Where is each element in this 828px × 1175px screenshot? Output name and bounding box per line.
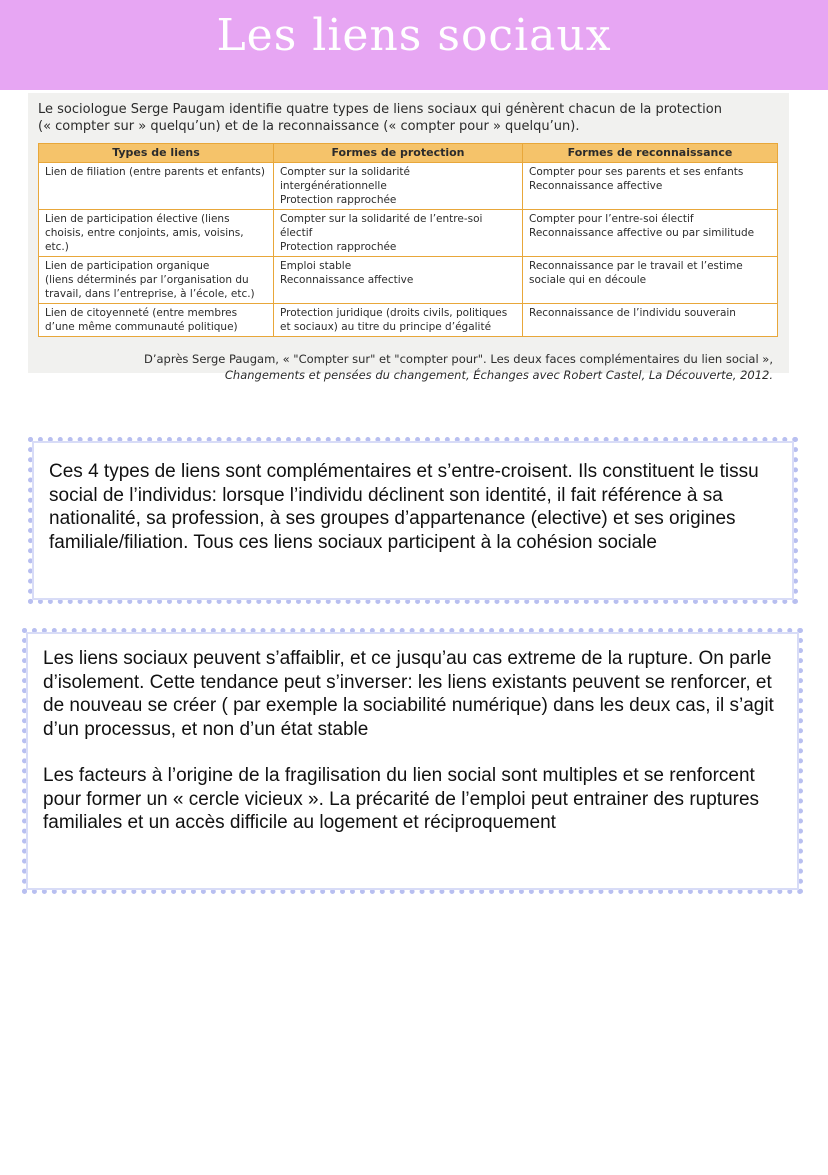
table-row (39, 304, 778, 337)
note-paragraph-1: Les liens sociaux peuvent s’affaiblir, et ce jusqu’au cas extreme de la rupture. On parle d’isolement. Cette tendance peut s’inverser: les liens existants peuvent se renforcer, et de nouveau se créer ( par exemple la sociabilité numérique) dans les deux cas, il s’agit d’un processus, et non d’un état stable (43, 648, 774, 740)
note-box-weakening (22, 628, 803, 894)
page-header (0, 0, 828, 90)
table-cell: Protection juridique (droits civils, politiques et sociaux) au titre du principe d’égalité (274, 304, 523, 337)
source-citation (38, 351, 779, 383)
table-row (39, 257, 778, 304)
table-cell: Compter sur la solidarité intergénérationnelle Protection rapprochée (274, 163, 523, 210)
source-line-2: Changements et pensées du changement, Échanges avec Robert Castel, La Découverte, 2012. (224, 368, 773, 382)
table-header-cell: Formes de reconnaissance (523, 144, 778, 163)
table-header-cell: Types de liens (39, 144, 274, 163)
table-cell: Compter sur la solidarité de l’entre-soi électif Protection rapprochée (274, 210, 523, 257)
note-text: Ces 4 types de liens sont complémentaires et s’entre-croisent. Ils constituent le tissu social de l’individus: lorsque l’individu déclinent son identité, il fait référence à sa nationalité, sa profession, à ses groupes d’appartenance (elective) et ses origines familiale/filiation. Tous ces liens sociaux participent à la cohésion sociale (49, 461, 759, 553)
table-header-cell: Formes de protection (274, 144, 523, 163)
document-intro (38, 101, 779, 135)
table-header-row (39, 144, 778, 163)
links-table (38, 143, 778, 337)
table-cell: Reconnaissance de l’individu souverain (523, 304, 778, 337)
table-cell: Compter pour ses parents et ses enfants Reconnaissance affective (523, 163, 778, 210)
note-box-complementarity (28, 437, 798, 604)
note-paragraph-2: Les facteurs à l’origine de la fragilisation du lien social sont multiples et se renforcent pour former un « cercle vicieux ». La précarité de l’emploi peut entrainer des ruptures familiales et un accès difficile au logement et réciproquement (43, 765, 760, 833)
intro-line-1: Le sociologue Serge Paugam identifie quatre types de liens sociaux qui génèrent chacun de la protection (38, 102, 722, 117)
table-cell: Lien de filiation (entre parents et enfants) (39, 163, 274, 210)
table-cell: Emploi stable Reconnaissance affective (274, 257, 523, 304)
document-excerpt (28, 93, 789, 382)
table-cell: Compter pour l’entre-soi électif Reconnaissance affective ou par similitude (523, 210, 778, 257)
page-title: Les liens sociaux (216, 10, 612, 61)
table-cell: Reconnaissance par le travail et l’estime sociale qui en découle (523, 257, 778, 304)
table-row (39, 210, 778, 257)
intro-line-2: (« compter sur » quelqu’un) et de la reconnaissance (« compter pour » quelqu’un). (38, 119, 580, 134)
source-line-1: D’après Serge Paugam, « "Compter sur" et "compter pour". Les deux faces complémentaires du lien social », (143, 352, 773, 366)
table-row (39, 163, 778, 210)
table-cell: Lien de participation organique (liens déterminés par l’organisation du travail, dans l’entreprise, à l’école, etc.) (39, 257, 274, 304)
table-cell: Lien de citoyenneté (entre membres d’une même communauté politique) (39, 304, 274, 337)
table-cell: Lien de participation élective (liens choisis, entre conjoints, amis, voisins, etc.) (39, 210, 274, 257)
